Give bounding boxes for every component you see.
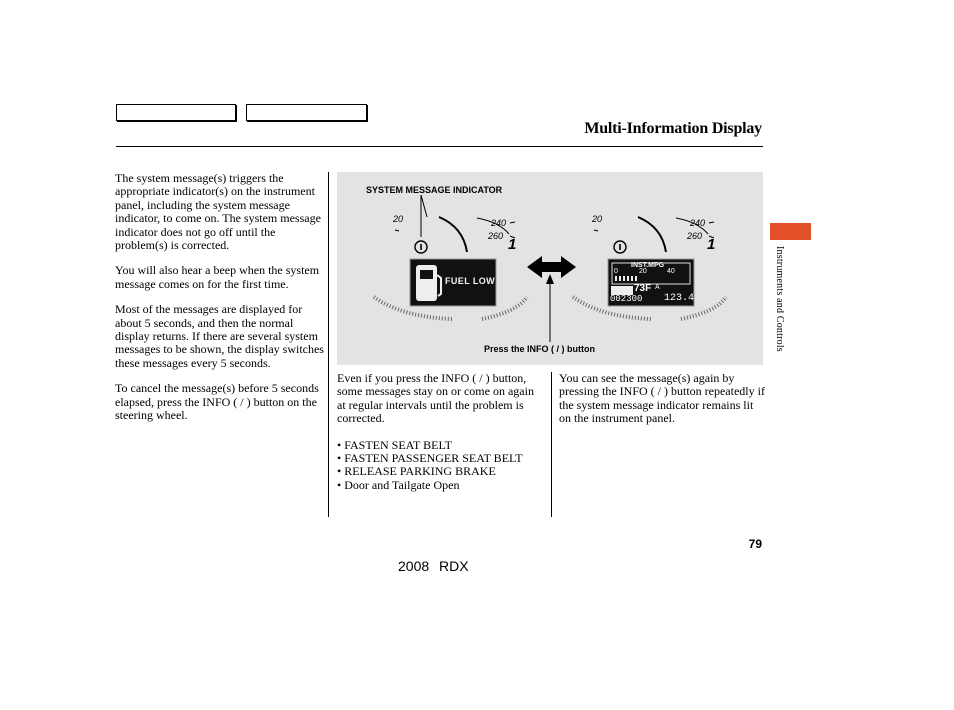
right-gauge-mark-240: 240 — [690, 218, 706, 228]
outside-temperature: 73F — [634, 283, 652, 294]
left-gauge-mark-240: 240 — [491, 218, 507, 228]
inst-mpg-label: INST.MPG — [631, 262, 665, 269]
system-message-indicator-label: SYSTEM MESSAGE INDICATOR — [366, 185, 503, 195]
page-title: Multi-Information Display — [584, 120, 762, 137]
right-gauge-mark-20: 20 — [592, 214, 603, 224]
header-tab-right[interactable] — [246, 104, 367, 121]
right-gear-indicator: 1 — [707, 236, 716, 253]
instrument-illustration — [337, 172, 763, 365]
paragraph-1: The system message(s) triggers the appropriate indicator(s) on the instrument panel, including the system message indicator, to come on. The system message indicator does not go off until the problem(s) is corrected. — [115, 171, 321, 253]
paragraph-5: Even if you press the INFO ( / ) button, some messages stay on or come on again at regular intervals until the problem is corrected. — [337, 371, 534, 426]
header-tab-left[interactable] — [116, 104, 236, 121]
header-rule — [116, 146, 763, 147]
list-item: • Door and Tailgate Open — [337, 477, 460, 492]
column-2 — [337, 372, 543, 492]
left-cluster — [374, 217, 527, 319]
press-info-label: Press the INFO ( / ) button — [484, 344, 596, 354]
odometer-readout: 002300 — [610, 294, 643, 304]
column-3 — [559, 372, 765, 426]
list-item: • RELEASE PARKING BRAKE — [337, 464, 496, 479]
page-number: 79 — [748, 537, 762, 551]
column-1 — [115, 172, 325, 435]
trip-mode: A — [655, 284, 660, 291]
message-list — [337, 439, 543, 493]
instrument-figure — [337, 172, 763, 365]
callout-arrow-icon — [546, 274, 554, 284]
section-tab[interactable] — [770, 223, 811, 240]
left-gear-indicator: 1 — [508, 236, 517, 253]
left-gauge-mark-260: 260 — [488, 231, 504, 241]
switch-arrow-icon — [527, 256, 576, 278]
mpg-scale-40: 40 — [667, 268, 675, 275]
right-gauge-mark-260: 260 — [687, 231, 703, 241]
paragraph-4: To cancel the message(s) before 5 seconds elapsed, press the INFO ( / ) button on the steering wheel. — [115, 381, 319, 423]
section-label: Instruments and Controls — [774, 246, 785, 352]
paragraph-6: You can see the message(s) again by pressing the INFO ( / ) button repeatedly if the system message indicator remains lit on the instrument panel. — [559, 371, 765, 426]
column-divider-2 — [551, 372, 552, 517]
mpg-scale-20: 20 — [639, 268, 647, 275]
paragraph-3: Most of the messages are displayed for about 5 seconds, and then the normal display returns. If there are several system messages to be shown, the display switches these messages every 5 seconds. — [115, 302, 324, 370]
paragraph-2: You will also hear a beep when the system message comes on for the first time. — [115, 263, 320, 291]
fuel-low-message: FUEL LOW — [445, 276, 496, 286]
list-item: • FASTEN SEAT BELT — [337, 437, 452, 452]
left-gauge-mark-20: 20 — [393, 214, 404, 224]
list-item: • FASTEN PASSENGER SEAT BELT — [337, 451, 523, 466]
footer-model: 2008 RDX — [398, 558, 469, 574]
column-divider-1 — [328, 172, 329, 517]
trip-readout: 123.4 — [664, 293, 695, 304]
mpg-scale-0: 0 — [614, 268, 618, 275]
